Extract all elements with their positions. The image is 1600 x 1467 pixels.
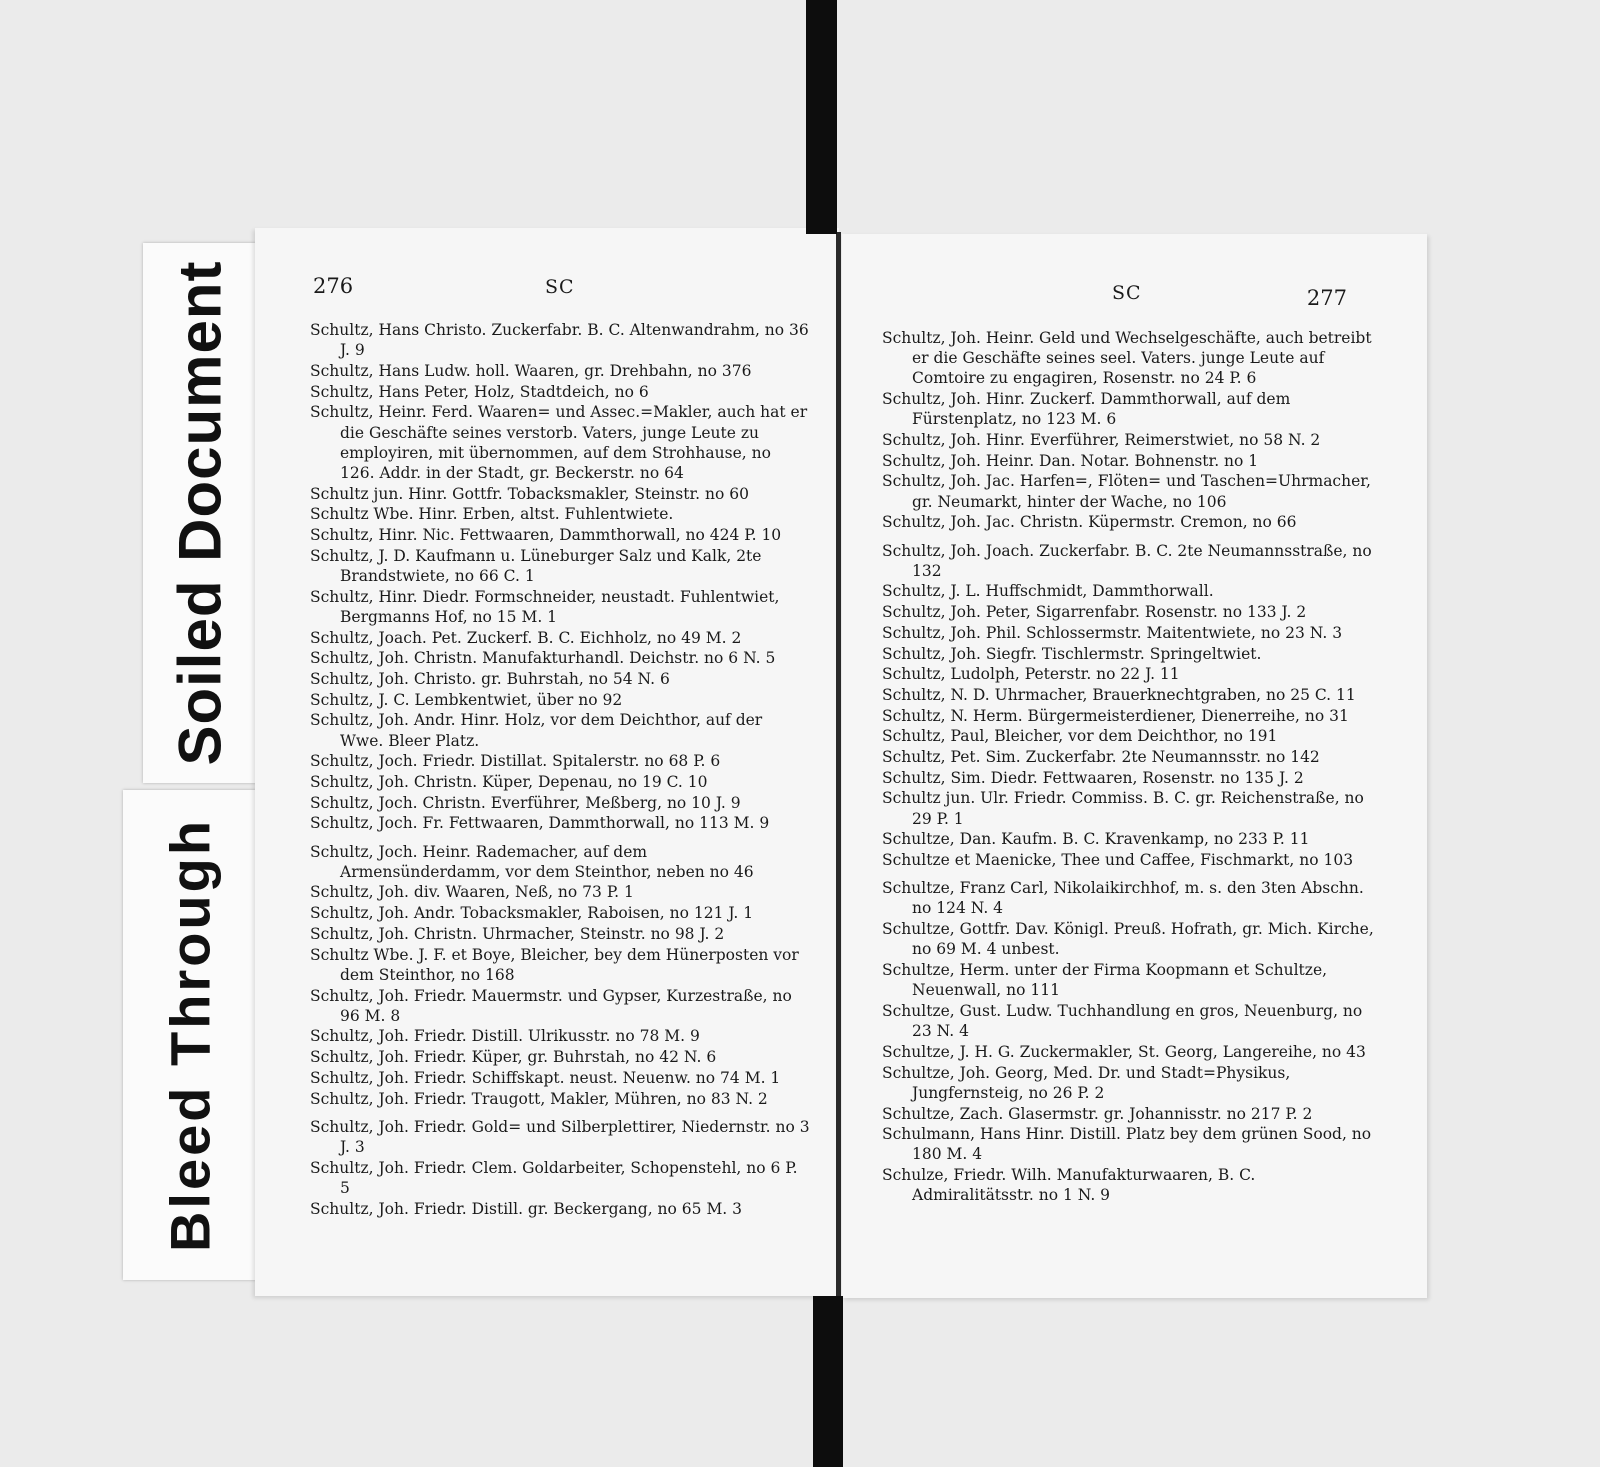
directory-entry: Schultz, Joh. Siegfr. Tischlermstr. Springeltwiet. xyxy=(882,644,1262,663)
running-head: SC xyxy=(545,276,575,298)
directory-entry: Schultz, Joh. Friedr. Schiffskapt. neust. Neuenw. no 74 M. 1 xyxy=(310,1068,781,1087)
directory-entry: Schultz, Joh. Phil. Schlossermstr. Maitentwiete, no 23 N. 3 xyxy=(882,623,1343,642)
directory-entry: Schultz, Pet. Sim. Zuckerfabr. 2te Neumannsstr. no 142 xyxy=(882,748,1320,767)
directory-entry: Schultz, J. L. Huffschmidt, Dammthorwall. xyxy=(882,582,1214,601)
directory-entry: Schultz, Joh. Friedr. Clem. Goldarbeiter, Schopenstehl, no 6 P. 5 xyxy=(310,1158,798,1197)
directory-entry: Schultz, Joh. Friedr. Mauermstr. und Gypser, Kurzestraße, no 96 M. 8 xyxy=(310,986,792,1025)
directory-entry: Schultz, Sim. Diedr. Fettwaaren, Rosenstr. no 135 J. 2 xyxy=(882,768,1304,787)
right-page xyxy=(842,234,1427,1298)
directory-entry: Schultz, Joh. Friedr. Gold= und Silberplettirer, Niedernstr. no 3 J. 3 xyxy=(310,1117,810,1156)
directory-entry: Schulmann, Hans Hinr. Distill. Platz bey dem grünen Sood, no 180 M. 4 xyxy=(882,1125,1372,1164)
directory-entry: Schultz, Hans Christo. Zuckerfabr. B. C. Altenwandrahm, no 36 J. 9 xyxy=(310,321,809,360)
directory-entry: Schultze, Gust. Ludw. Tuchhandlung en gros, Neuenburg, no 23 N. 4 xyxy=(882,1002,1363,1041)
directory-entry: Schultz, Joh. Friedr. Distill. Ulrikusstr. no 78 M. 9 xyxy=(310,1027,700,1046)
bleed-through-label xyxy=(123,790,256,1280)
directory-entry: Schultz, Joh. Jac. Christn. Küpermstr. Cremon, no 66 xyxy=(882,513,1297,532)
directory-entry: Schultz, Joh. Joach. Zuckerfabr. B. C. 2te Neumannsstraße, no 132 xyxy=(882,541,1372,580)
directory-entry: Schultz, Joh. Jac. Harfen=, Flöten= und Taschen=Uhrmacher, gr. Neumarkt, hinter der Wache, no 106 xyxy=(882,472,1371,511)
left-page xyxy=(255,228,839,1296)
directory-entry: Schultze, Herm. unter der Firma Koopmann et Schultze, Neuenwall, no 111 xyxy=(882,961,1328,1000)
directory-entry: Schultz, Joh. Christo. gr. Buhrstah, no 54 N. 6 xyxy=(310,669,670,688)
directory-entry: Schultz, Joh. Heinr. Dan. Notar. Bohnenstr. no 1 xyxy=(882,451,1259,470)
directory-entry: Schultze, Joh. Georg, Med. Dr. und Stadt=Physikus, Jungfernsteig, no 26 P. 2 xyxy=(882,1063,1291,1102)
directory-entry: Schultze, Zach. Glasermstr. gr. Johannisstr. no 217 P. 2 xyxy=(882,1104,1313,1123)
directory-entry: Schultze, Gottfr. Dav. Königl. Preuß. Hofrath, gr. Mich. Kirche, no 69 M. 4 unbest. xyxy=(882,920,1374,959)
directory-entry: Schultze et Maenicke, Thee und Caffee, Fischmarkt, no 103 xyxy=(882,851,1354,870)
directory-entry: Schultze, Franz Carl, Nikolaikirchhof, m. s. den 3ten Abschn. no 124 N. 4 xyxy=(882,879,1364,918)
directory-entry: Schultz, Hans Ludw. holl. Waaren, gr. Drehbahn, no 376 xyxy=(310,361,752,380)
directory-entry: Schultz, J. C. Lembkentwiet, über no 92 xyxy=(310,690,623,709)
directory-entry: Schultz jun. Hinr. Gottfr. Tobacksmakler, Steinstr. no 60 xyxy=(310,484,750,503)
directory-entry: Schultz, N. Herm. Bürgermeisterdiener, Dienerreihe, no 31 xyxy=(882,706,1349,725)
binding-clip-bottom xyxy=(813,1296,843,1467)
directory-entry: Schultz, Joch. Friedr. Distillat. Spitalerstr. no 68 P. 6 xyxy=(310,752,721,771)
directory-entry: Schultz, Joh. Heinr. Geld und Wechselgeschäfte, auch betreibt er die Geschäfte seines seel. Vaters. junge Leute auf Comtoire zu engagiren, Rosenstr. no 24 P. 6 xyxy=(882,329,1372,388)
directory-entry: Schultz, Joh. Andr. Hinr. Holz, vor dem Deichthor, auf der Wwe. Bleer Platz. xyxy=(310,711,763,750)
directory-entry: Schultz, Ludolph, Peterstr. no 22 J. 11 xyxy=(882,665,1180,684)
directory-entry: Schultz, Joach. Pet. Zuckerf. B. C. Eichholz, no 49 M. 2 xyxy=(310,628,742,647)
directory-entry: Schultz, Joch. Christn. Everführer, Meßberg, no 10 J. 9 xyxy=(310,793,741,812)
directory-entry: Schultz, Joh. Friedr. Distill. gr. Beckergang, no 65 M. 3 xyxy=(310,1199,743,1218)
directory-entry: Schultz, Hinr. Nic. Fettwaaren, Dammthorwall, no 424 P. 10 xyxy=(310,526,782,545)
directory-entry: Schultz, Hinr. Diedr. Formschneider, neustadt. Fuhlentwiet, Bergmanns Hof, no 15 M. 1 xyxy=(310,587,780,626)
directory-entry: Schultz, Hans Peter, Holz, Stadtdeich, no 6 xyxy=(310,382,649,401)
directory-entries xyxy=(882,328,1378,1206)
directory-entry: Schulze, Friedr. Wilh. Manufakturwaaren, B. C. Admiralitätsstr. no 1 N. 9 xyxy=(882,1166,1256,1205)
bleed-through-text: Bleed Through xyxy=(158,817,221,1253)
directory-entry: Schultz, Joh. Hinr. Everführer, Reimerstwiet, no 58 N. 2 xyxy=(882,431,1321,450)
directory-entry: Schultz, Joh. Friedr. Küper, gr. Buhrstah, no 42 N. 6 xyxy=(310,1048,717,1067)
directory-entry: Schultz, N. D. Uhrmacher, Brauerknechtgraben, no 25 C. 11 xyxy=(882,685,1356,704)
directory-entry: Schultz, Heinr. Ferd. Waaren= und Assec.=Makler, auch hat er die Geschäfte seines verstorb. Vaters, junge Leute zu employiren, mit übernommen, auf dem Strohhause, no 126. Addr. in der Stadt, gr. Beckerstr. no 64 xyxy=(310,403,808,482)
directory-entry: Schultz jun. Ulr. Friedr. Commiss. B. C. gr. Reichenstraße, no 29 P. 1 xyxy=(882,789,1364,828)
page-number: 276 xyxy=(313,274,354,298)
directory-entry: Schultz, Joh. Hinr. Zuckerf. Dammthorwall, auf dem Fürstenplatz, no 123 M. 6 xyxy=(882,390,1291,429)
directory-entry: Schultz, Joh. Christn. Uhrmacher, Steinstr. no 98 J. 2 xyxy=(310,924,725,943)
directory-entry: Schultz, Joh. Christn. Küper, Depenau, no 19 C. 10 xyxy=(310,772,708,791)
directory-entry: Schultz, Joh. div. Waaren, Neß, no 73 P. 1 xyxy=(310,883,634,902)
directory-entry: Schultz, Joh. Peter, Sigarrenfabr. Rosenstr. no 133 J. 2 xyxy=(882,603,1307,622)
directory-entries xyxy=(310,320,810,1219)
soiled-document-text: Soiled Document xyxy=(166,260,233,766)
soiled-document-label xyxy=(143,243,256,783)
directory-entry: Schultz Wbe. Hinr. Erben, altst. Fuhlentwiete. xyxy=(310,505,674,524)
directory-entry: Schultz, Paul, Bleicher, vor dem Deichthor, no 191 xyxy=(882,727,1278,746)
page-number: 277 xyxy=(1306,286,1347,310)
directory-entry: Schultze, Dan. Kaufm. B. C. Kravenkamp, no 233 P. 11 xyxy=(882,830,1310,849)
directory-entry: Schultz, Joch. Heinr. Rademacher, auf dem Armensünderdamm, vor dem Steinthor, neben no 46 xyxy=(310,842,754,881)
binding-clip-top xyxy=(806,0,837,234)
book-gutter xyxy=(836,232,841,1298)
directory-entry: Schultz, Joh. Friedr. Traugott, Makler, Mühren, no 83 N. 2 xyxy=(310,1089,768,1108)
directory-entry: Schultz, J. D. Kaufmann u. Lüneburger Salz und Kalk, 2te Brandstwiete, no 66 C. 1 xyxy=(310,546,762,585)
directory-entry: Schultze, J. H. G. Zuckermakler, St. Georg, Langereihe, no 43 xyxy=(882,1042,1366,1061)
directory-entry: Schultz, Joch. Fr. Fettwaaren, Dammthorwall, no 113 M. 9 xyxy=(310,814,770,833)
directory-entry: Schultz Wbe. J. F. et Boye, Bleicher, bey dem Hünerposten vor dem Steinthor, no 168 xyxy=(310,945,799,984)
directory-entry: Schultz, Joh. Andr. Tobacksmakler, Raboisen, no 121 J. 1 xyxy=(310,904,754,923)
directory-entry: Schultz, Joh. Christn. Manufakturhandl. Deichstr. no 6 N. 5 xyxy=(310,649,776,668)
running-head: SC xyxy=(1112,282,1142,304)
